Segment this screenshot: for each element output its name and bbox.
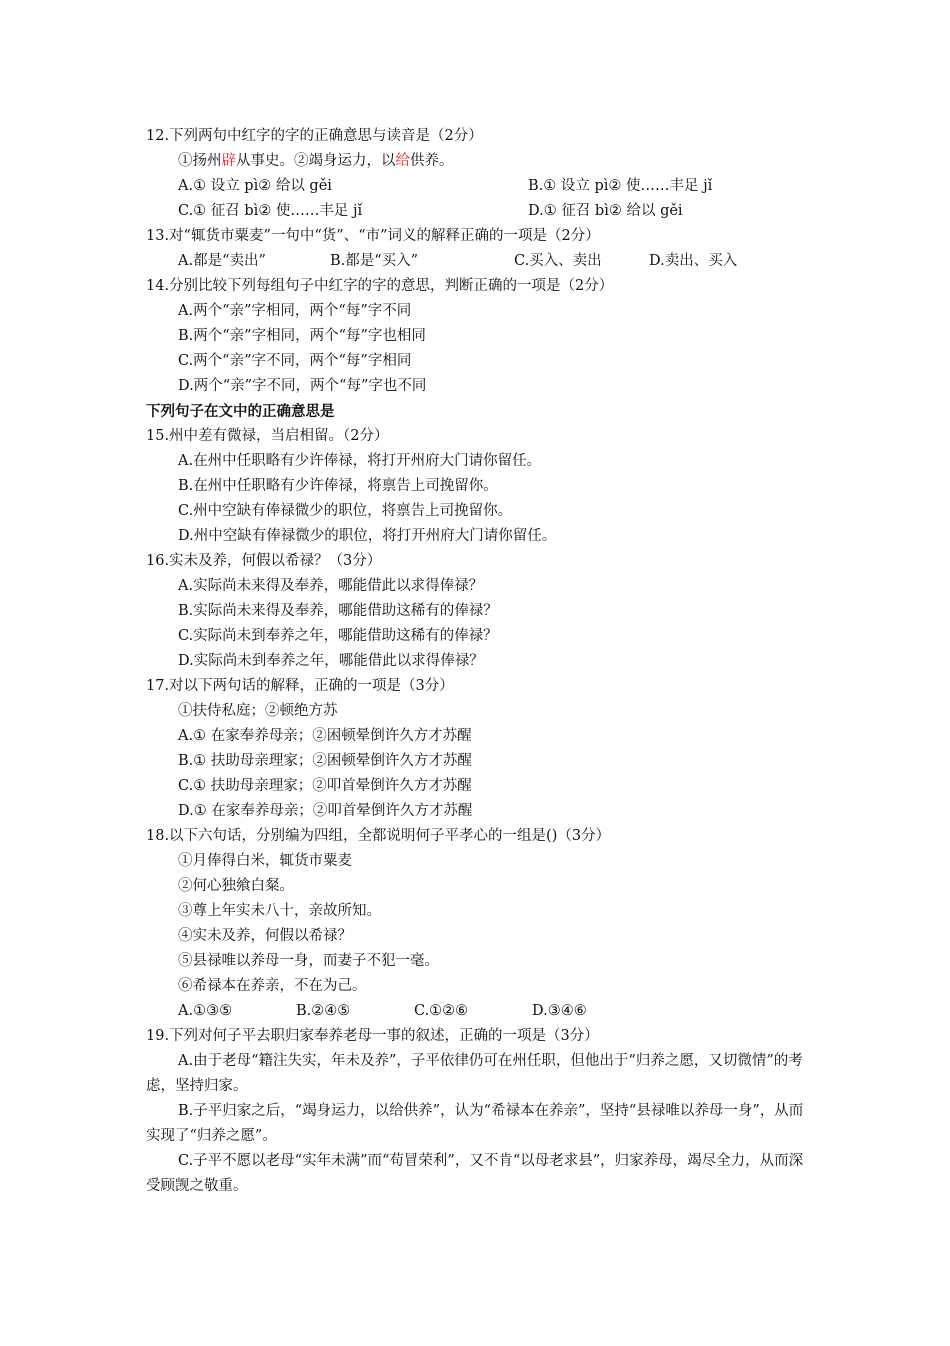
option-a: A.① 设立 pì② 给以 gěi [178,178,332,194]
highlighted-char-gei: 给 [395,153,410,169]
option-b: B.子平归家之后，“竭身运力，以给供养”，认为“希禄本在养亲”，坚持“县禄唯以养母一身”，从而实现了“归养之愿”。 [146,1103,804,1144]
question-12-stem: 12.下列两句中红字的字的正确意思与读音是（2分） [146,128,483,144]
list-item: ③尊上年实未八十，亲故所知。 [178,903,381,919]
list-item: ①月俸得白米，辄货市粟麦 [178,853,352,869]
option-a: A.① 在家奉养母亲；②困顿晕倒许久方才苏醒 [178,728,472,744]
option-a: A.两个“亲”字相同，两个“每”字不同 [178,303,412,319]
option-a: A.实际尚未来得及奉养，哪能借此以求得俸禄？ [178,578,484,594]
question-13-stem: 13.对“辄货市粟麦”一句中“货”、“市”词义的解释正确的一项是（2分） [146,228,600,244]
option-d: D.实际尚未到奉养之年，哪能借此以求得俸禄？ [178,653,484,669]
question-15-stem: 15.州中差有微禄，当启相留。（2分） [146,428,389,444]
question-16-stem: 16.实未及养，何假以希禄？（3分） [146,553,382,569]
sentence-text: 从事史。②竭身运力，以 [236,153,396,169]
list-item: ⑤县禄唯以养母一身，而妻子不犯一毫。 [178,953,439,969]
list-item: ⑥希禄本在养亲，不在为己。 [178,978,367,994]
question-17-stem: 17.对以下两句话的解释，正确的一项是（3分） [146,678,454,694]
option-c: C.两个“亲”字不同，两个“每”字相同 [178,353,412,369]
option-b: B.②④⑤ [296,1003,351,1019]
option-b: B.在州中任职略有少许俸禄，将禀告上司挽留你。 [178,478,498,494]
question-list [146,124,816,1199]
question-18-options [146,999,816,1024]
list-item: ④实未及养，何假以希禄？ [178,928,352,944]
option-c: C.州中空缺有俸禄微少的职位，将禀告上司挽留你。 [178,503,513,519]
sentence-text: ①扬州 [178,153,222,169]
option-c: C.① 征召 bì② 使……丰足 jǐ [178,203,363,219]
option-d: D.两个“亲”字不同，两个“每”字也不同 [178,378,427,394]
option-d: D.州中空缺有俸禄微少的职位，将打开州府大门请你留任。 [178,528,557,544]
list-item: ②何心独飨白粲。 [178,878,294,894]
option-b: B.都是“买入” [330,253,419,269]
option-a: A.由于老母“籍注失实，年未及养”，子平依律仍可在州任职，但他出于“归养之愿，又切微情”的考虑，坚持归家。 [146,1053,803,1094]
option-a: A.都是“卖出” [178,253,266,269]
option-b: B.① 扶助母亲理家；②困顿晕倒许久方才苏醒 [178,753,472,769]
option-c: C.①②⑥ [414,1003,469,1019]
option-d: D.① 在家奉养母亲；②叩首晕倒许久方才苏醒 [178,803,473,819]
sentence-text: 供养。 [410,153,454,169]
option-d: D.③④⑥ [532,1003,587,1019]
highlighted-char-pi: 辟 [221,153,236,169]
option-c: C.实际尚未到奉养之年，哪能借助这稀有的俸禄？ [178,628,498,644]
question-12-options-row-2 [146,199,816,224]
option-a: A.在州中任职略有少许俸禄，将打开州府大门请你留任。 [178,453,542,469]
question-19-stem: 19.下列对何子平去职归家奉养老母一事的叙述，正确的一项是（3分） [146,1028,599,1044]
section-heading: 下列句子在文中的正确意思是 [146,403,335,420]
option-d: D.卖出、买入 [649,253,738,269]
question-12-options-row-1 [146,174,816,199]
option-d: D.① 征召 bì② 给以 gěi [528,203,683,219]
question-14-stem: 14.分别比较下列每组句子中红字的字的意思，判断正确的一项是（2分） [146,278,614,294]
option-c: C.买入、卖出 [514,253,602,269]
option-b: B.实际尚未来得及奉养，哪能借助这稀有的俸禄？ [178,603,498,619]
option-a: A.①③⑤ [178,1003,233,1019]
question-18-stem: 18.以下六句话，分别编为四组，全都说明何子平孝心的一组是()（3分） [146,828,611,844]
question-17-sentence: ①扶侍私庭；②顿绝方苏 [178,703,338,719]
option-c: C.① 扶助母亲理家；②叩首晕倒许久方才苏醒 [178,778,472,794]
option-b: B.两个“亲”字相同，两个“每”字也相同 [178,328,426,344]
option-c: C.子平不愿以老母“实年未满”而“苟冒荣利”，又不肯“以母老求县”，归家养母，竭尽全力，从而深受顾觊之敬重。 [146,1153,804,1194]
question-12-sentence [146,149,816,174]
question-13-options [146,249,816,274]
option-b: B.① 设立 pì② 使……丰足 jǐ [528,178,713,194]
